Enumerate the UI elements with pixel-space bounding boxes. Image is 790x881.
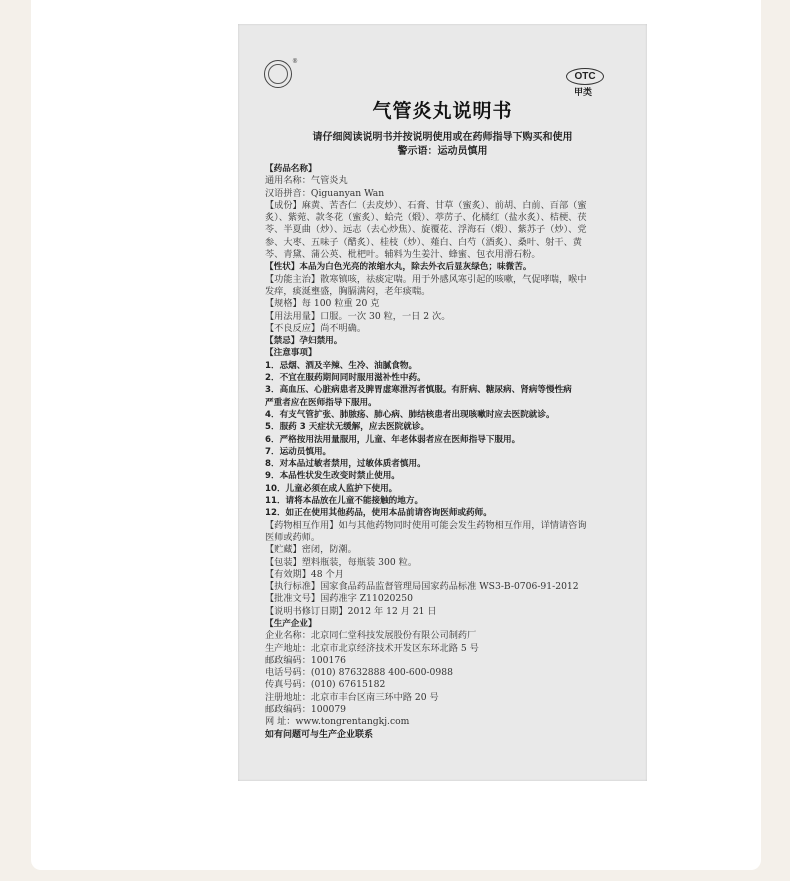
otc-class-label: 甲类 (574, 88, 593, 98)
leaflet-line: 【不良反应】尚不明确。 (265, 322, 367, 334)
leaflet-line: 8．对本品过敏者禁用，过敏体质者慎用。 (265, 459, 426, 470)
leaflet-line: 邮政编码：100079 (265, 704, 347, 716)
leaflet-line: 3．高血压、心脏病患者及脾胃虚寒泄泻者慎服。有肝病、糖尿病、肾病等慢性病 (265, 385, 572, 396)
product-card (31, 0, 761, 870)
leaflet-line: 10．儿童必须在成人监护下使用。 (265, 483, 398, 494)
usage-instruction: 请仔细阅读说明书并按说明使用或在药师指导下购买和使用 (312, 132, 573, 143)
leaflet-line: 【说明书修订日期】2012 年 12 月 21 日 (265, 605, 437, 617)
registered-mark: ® (292, 58, 298, 65)
leaflet-line: 5．服药 3 天症状无缓解，应去医院就诊。 (265, 422, 430, 433)
leaflet-line: 参、大枣、五味子（醋炙）、桂枝（炒）、薤白、白芍（酒炙）、桑叶、射干、黄 (265, 236, 582, 248)
leaflet-line: 苓、半夏曲（炒）、远志（去心炒焦）、旋覆花、浮海石（煅）、紫苏子（炒）、党 (265, 224, 587, 236)
leaflet-line: 通用名称：气管炎丸 (265, 175, 348, 187)
leaflet-line: 电话号码：(010) 87632888 400-600-0988 (265, 667, 453, 679)
leaflet-line: 【批准文号】国药准字 Z11020250 (265, 593, 413, 605)
leaflet-line: 严重者应在医师指导下服用。 (265, 397, 377, 408)
leaflet-body (265, 163, 623, 741)
leaflet-line: 【执行标准】国家食品药品监督管理局国家药品标准 WS3-B-0706-91-2012 (265, 581, 579, 593)
leaflet-line: 9．本品性状发生改变时禁止使用。 (265, 471, 400, 482)
leaflet-line: 企业名称：北京同仁堂科技发展股份有限公司制药厂 (265, 630, 477, 642)
leaflet-line: 【性状】本品为白色光亮的浓缩水丸，除去外衣后显灰绿色；味微苦。 (265, 262, 532, 273)
leaflet-line: 【注意事项】 (265, 348, 317, 359)
leaflet-line: 11．请将本品放在儿童不能接触的地方。 (265, 496, 424, 507)
leaflet-line: 【药品名称】 (265, 164, 317, 174)
leaflet-line: 【成份】麻黄、苦杏仁（去皮炒）、石膏、甘草（蜜炙）、前胡、白前、百部（蜜 (265, 199, 587, 211)
leaflet-line: 12．如正在使用其他药品，使用本品前请咨询医师或药师。 (265, 508, 492, 519)
leaflet-line: 1．忌烟、酒及辛辣、生冷、油腻食物。 (265, 360, 418, 371)
leaflet-line: 芩、青黛、蒲公英、枇杷叶。辅料为生姜汁、蜂蜜、包衣用滑石粉。 (265, 249, 541, 261)
leaflet-line: 汉语拼音：Qiguanyan Wan (265, 187, 385, 199)
leaflet-line: 【规格】每 100 粒重 20 克 (265, 298, 380, 310)
leaflet-line: 【功能主治】散寒镇咳，祛痰定喘。用于外感风寒引起的咳嗽，气促哮喘，喉中 (265, 273, 587, 285)
page-title: 气管炎丸说明书 (372, 100, 513, 122)
leaflet-line: 【贮藏】密闭，防潮。 (265, 544, 357, 556)
leaflet-line: 【禁忌】孕妇禁用。 (265, 336, 343, 347)
leaflet-line: 7．运动员慎用。 (265, 446, 332, 457)
leaflet-line: 2．不宜在服药期间同时服用滋补性中药。 (265, 373, 426, 384)
leaflet-line: 网 址：www.tongrentangkj.com (265, 716, 410, 728)
otc-badge: OTC (566, 68, 604, 85)
leaflet-line: 【药物相互作用】如与其他药物同时使用可能会发生药物相互作用，详情请咨询 (265, 519, 587, 531)
leaflet-line: 【有效期】48 个月 (265, 568, 344, 580)
leaflet-line: 6．严格按用法用量服用，儿童、年老体弱者应在医师指导下服用。 (265, 434, 521, 445)
leaflet-line: 注册地址：北京市丰台区南三环中路 20 号 (265, 691, 439, 703)
leaflet-line: 发痒，痰涎壅盛，胸膈满闷，老年痰喘。 (265, 285, 431, 297)
leaflet-line: 生产地址：北京市北京经济技术开发区东环北路 5 号 (265, 642, 479, 654)
instruction-leaflet (238, 24, 647, 781)
leaflet-line: 【包装】塑料瓶装，每瓶装 300 粒。 (265, 556, 418, 568)
leaflet-line: 传真号码：(010) 67615182 (265, 679, 386, 691)
leaflet-line: 如有问题可与生产企业联系 (265, 729, 374, 740)
leaflet-line: 4．有支气管扩张、肺脓疡、肺心病、肺结核患者出现咳嗽时应去医院就诊。 (265, 409, 555, 420)
leaflet-line: 【用法用量】口服。一次 30 粒，一日 2 次。 (265, 310, 451, 322)
warning-text: 警示语：运动员慎用 (397, 146, 488, 157)
leaflet-line: 邮政编码：100176 (265, 654, 347, 666)
leaflet-line: 医师或药师。 (265, 531, 321, 543)
brand-logo (264, 60, 292, 88)
leaflet-line: 炙）、紫菀、款冬花（蜜炙）、蛤壳（煅）、葶苈子、化橘红（盐水炙）、桔梗、茯 (265, 212, 587, 224)
leaflet-line: 【生产企业】 (265, 618, 317, 629)
